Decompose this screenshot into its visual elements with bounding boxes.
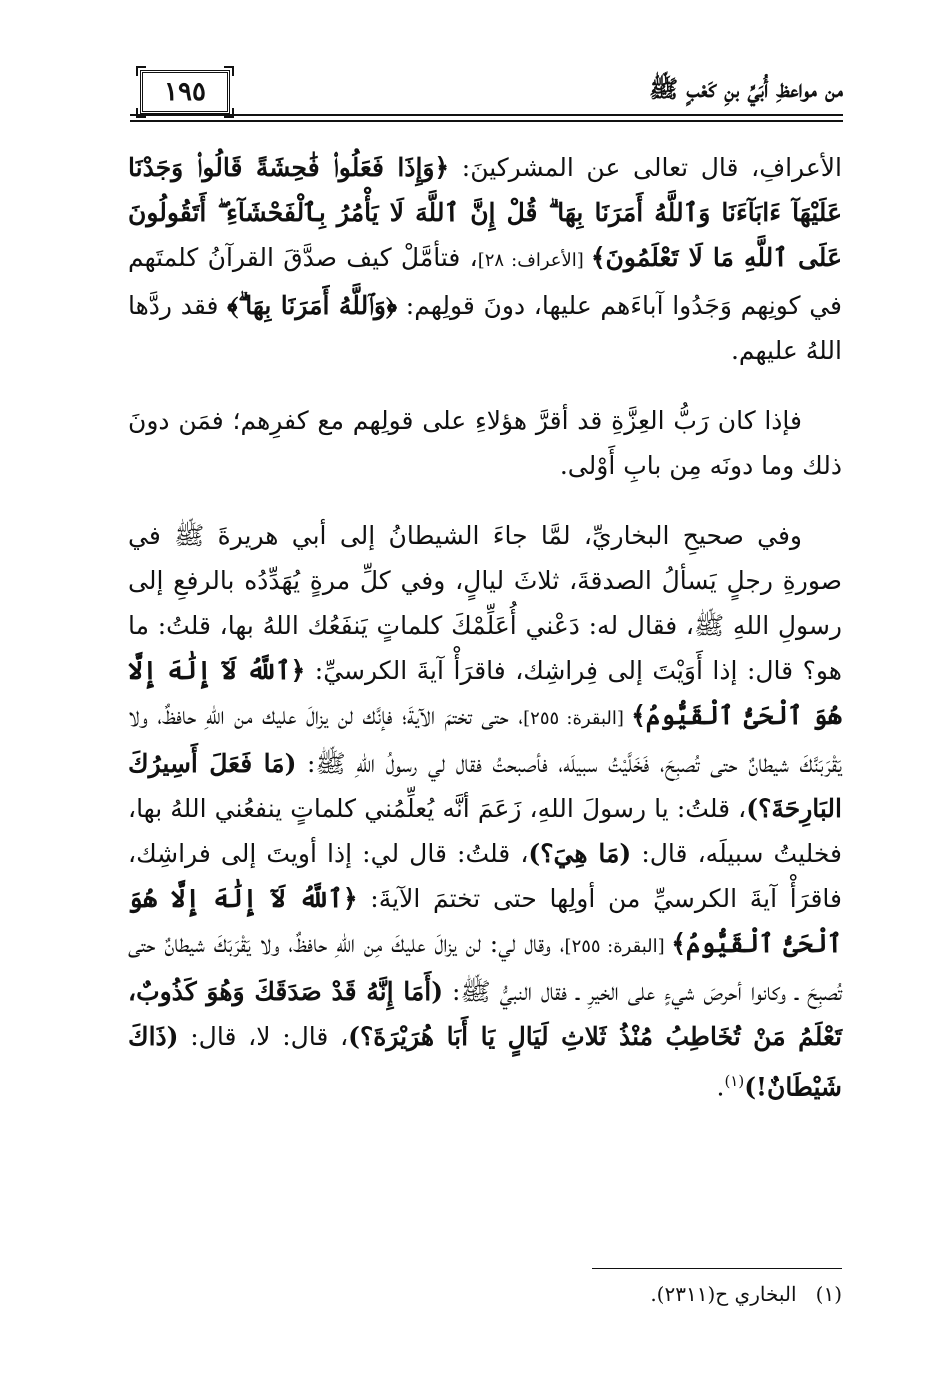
segment-ref: [البقرة: ٢٥٥] [564, 936, 672, 957]
segment-quran: ﴿وَإِذَا فَعَلُوا۟ فَٰحِشَةً قَالُوا۟ وَجَدْنَا عَلَيْهَآ ءَابَآءَنَا وَٱللَّهُ أَمَرَنَا بِهَا ۗ قُلْ إِنَّ ٱللَّهَ لَا يَأْمُرُ بِٱلْفَحْشَآءِ ۖ أَتَقُولُونَ عَلَى ٱللَّهِ مَا لَا تَعْلَمُونَ﴾ [128, 153, 842, 272]
segment-quran: ﴿ٱللَّهُ لَآ إِلَٰهَ إِلَّا هُوَ ٱلْحَىُّ ٱلْقَيُّومُ﴾ [128, 884, 843, 958]
footnote-text: البخاري ح(٢٣١١). [650, 1282, 797, 1306]
segment-text: ، قلتُ: قال لي: إذا أويتَ إلى فراشِك، فاقرَأْ آيةَ الكرسيِّ من أولِها حتى تختمَ الآيةَ: [128, 839, 842, 913]
segment-hadith: (ذَاكَ شَيْطَانٌ!) [128, 1022, 842, 1102]
segment-hadith: (مَا هِيَ؟) [528, 839, 632, 868]
page-number: ١٩٥ [164, 77, 206, 107]
segment-text: ، حتى تختمَ الآيةَ؛ فإنَّك لن يزالَ عليك من اللهِ حافظٌ، ولا يَقْرَبَنَّكَ شيطانٌ حتى تُصبِحَ، فَخَلَّيْتُ سبيلَه، فأصبحتُ فقال لي رسولُ اللهِ ﷺ: [128, 701, 842, 778]
paragraph-2 [128, 398, 842, 488]
paragraph-3 [128, 513, 842, 1109]
header-rule-top [130, 114, 843, 116]
segment-quran: ﴿وَٱللَّهُ أَمَرَنَا بِهَا ۗ﴾ [227, 291, 398, 320]
segment-text: فإذا كان رَبُّ العِزَّةِ قد أقرَّ هؤلاءِ على قولِهم مع كفرِهم؛ فمَن دونَ ذلك وما دونَه مِن بابِ أَوْلى. [128, 406, 842, 480]
segment-text: وفي صحيحِ البخاريِّ، لمَّا جاءَ الشيطانُ إلى أبي هريرةَ ﷺ في صورةِ رجلٍ يَسألُ الصدقةَ، ثلاثَ ليالٍ، وفي كلِّ مرةٍ يُهَدِّدُه بالرفعِ إلى رسولِ اللهِ ﷺ، فقال له: دَعْني أُعَلِّمْكَ كلماتٍ يَنفَعُك اللهُ بها، قلتُ: ما هو؟ قال: إذا أَوَيْتَ إلى فِراشِك، فاقرَأْ آيةَ الكرسيِّ: [128, 521, 842, 685]
segment-sup: (١) [724, 1072, 745, 1090]
segment-text: ، فتأمَّلْ كيف صدَّقَ القرآنُ كلمتَهم في كونِهم وَجَدُوا آباءَهم عليها، دونَ قولِهم: [128, 243, 842, 320]
page-header [130, 60, 843, 130]
segment-text: ، قال: لا، قال: [178, 1022, 349, 1051]
page-number-frame [140, 70, 230, 114]
segment-text: فقد ردَّها اللهُ عليهم. [128, 291, 842, 365]
segment-ref: [الأعراف: ٢٨] [477, 250, 591, 271]
segment-hadith: (أَمَا إِنَّهُ قَدْ صَدَقَكَ وَهُوَ كَذُوبٌ، تَعْلَمُ مَنْ تُخَاطِبُ مُنْذُ ثَلاثِ لَيَالٍ يَا أَبَا هُرَيْرَةَ؟) [128, 977, 843, 1051]
segment-hadith: (مَا فَعَلَ أَسِيرُكَ البَارِحَةَ؟) [128, 749, 842, 823]
segment-text: الأعرافِ، قال تعالى عن المشركينَ: [449, 153, 842, 182]
footnote-separator [592, 1268, 842, 1269]
segment-text: ، قلتُ: يا رسولَ اللهِ، زَعَمَ أنَّه يُعلِّمُني كلماتٍ ينفعُني اللهُ بها، فخليتُ سبيلَه، قال: [128, 794, 842, 868]
paragraph-1 [128, 145, 842, 373]
segment-ref: [البقرة: ٢٥٥] [523, 708, 632, 729]
segment-text: ، وقال لي: لن يزالَ عليكَ مِن اللهِ حافظٌ، ولا يَقْرَبَكَ شيطانٌ حتى تُصبِحَ ـ وكانوا أحرصَ شيءٍ على الخيرِ ـ فقال النبيُّ ﷺ: [128, 929, 842, 1006]
main-text [128, 145, 842, 1109]
footnote-marker: (١) [815, 1282, 842, 1306]
segment-text: . [716, 1072, 725, 1102]
running-title: من مواعظِ أُبَيِّ بنِ كَعْبٍ ﷺ [649, 74, 843, 103]
footnote-1 [650, 1282, 842, 1306]
segment-quran: ﴿ٱللَّهُ لَآ إِلَٰهَ إِلَّا هُوَ ٱلْحَىُّ ٱلْقَيُّومُ﴾ [128, 656, 842, 730]
header-rule-bottom [130, 120, 843, 122]
